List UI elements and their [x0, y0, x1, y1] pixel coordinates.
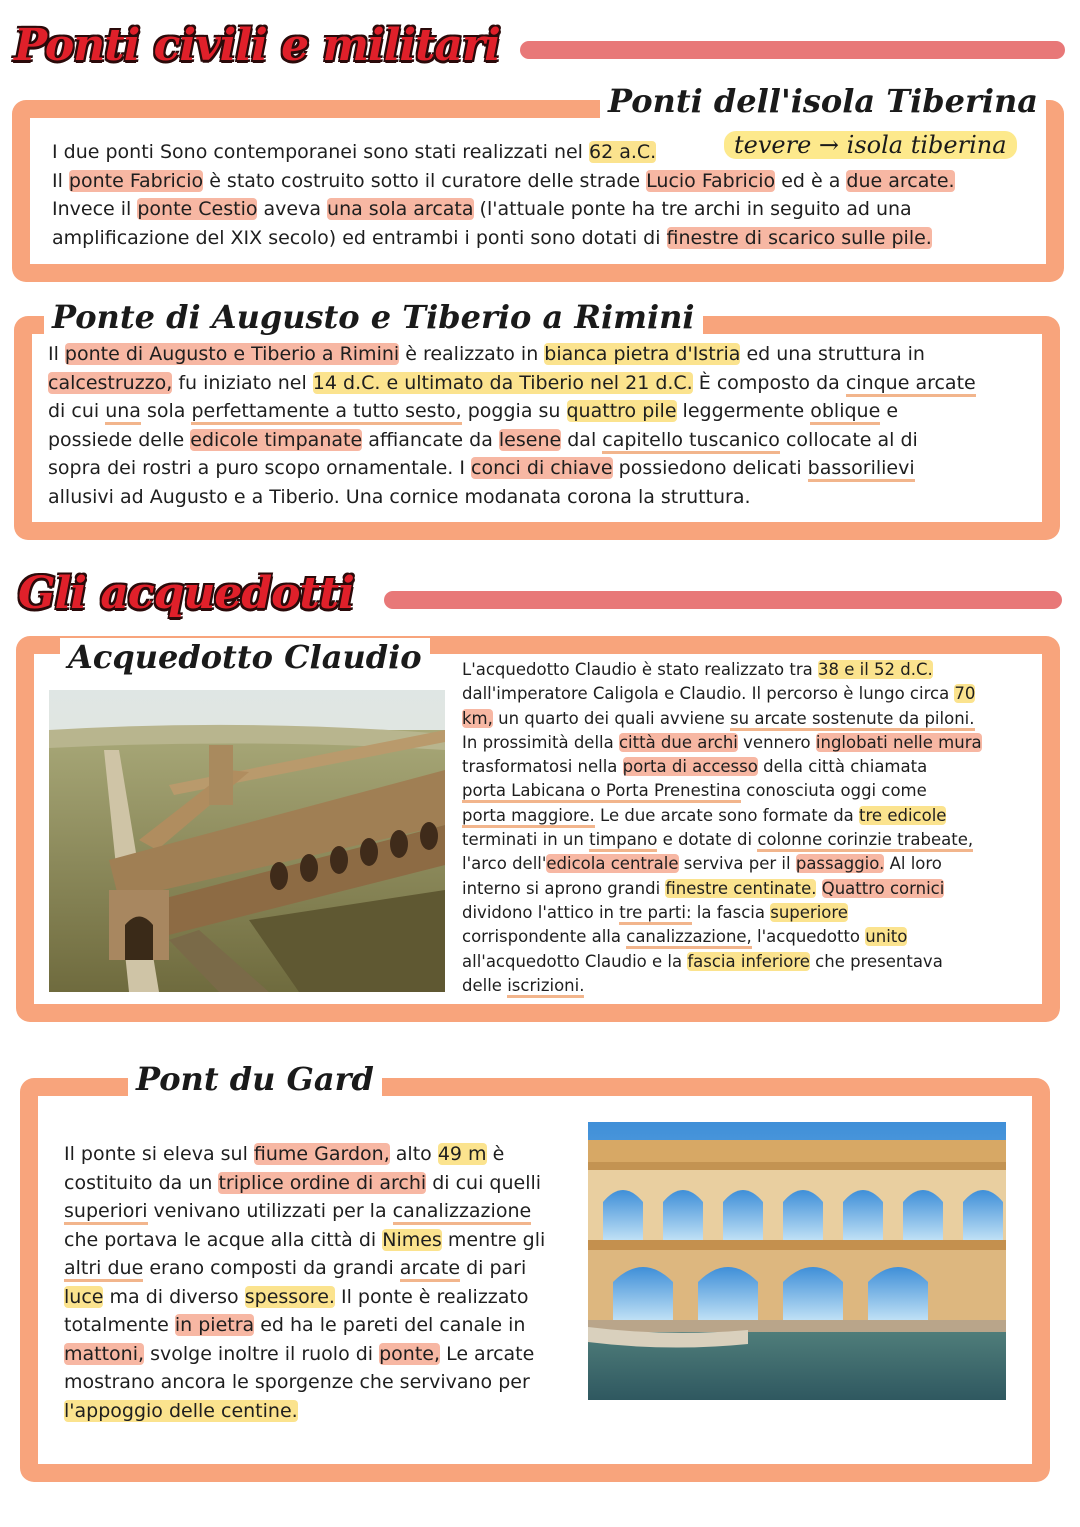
claudio-title: Acquedotto Claudio [60, 638, 430, 676]
tiberina-text: I due ponti Sono contemporanei sono stati realizzati nel 62 a.C. Il ponte Fabricio è stato costruito sotto il curatore delle strade Lucio Fabricio ed è a due arcate. Invece il ponte Cestio aveva una sola arcata (l'attuale ponte ha tre archi in seguito ad una amplificazione del XIX secolo) ed entrambi i ponti sono dotati di finestre di scarico sulle pile. [52, 141, 955, 249]
tiberina-title: Ponti dell'isola Tiberina [600, 82, 1046, 120]
title-rule [520, 41, 1065, 59]
rimini-title: Ponte di Augusto e Tiberio a Rimini [44, 298, 703, 336]
title-rule-2 [384, 591, 1062, 609]
tevere-note: tevere → isola tiberina [724, 131, 1017, 159]
claudio-text: L'acquedotto Claudio è stato realizzato tra 38 e il 52 d.C. dall'imperatore Caligola e Claudio. Il percorso è lungo circa 70 km, un quarto dei quali avviene su arcate sostenute da piloni. In prossimità della città due archi vennero inglobati nelle mura trasformatosi nella porta di accesso della città chiamata porta Labicana o Porta Prenestina conosciuta oggi come porta maggiore. Le due arcate sono formate da tre edicole terminati in un timpano e dotate di colonne corinzie trabeate, l'arco dell'edicola centrale serviva per il passaggio. Al loro interno si aprono grandi finestre centinate. Quattro cornici dividono l'attico in tre parti: la fascia superiore corrispondente alla canalizzazione, l'acquedotto unito all'acquedotto Claudio e la fascia inferiore che presentava delle iscrizioni. [462, 658, 1032, 998]
gard-title: Pont du Gard [128, 1060, 382, 1098]
section-title-acquedotti: Gli acquedotti [18, 568, 354, 619]
pont-du-gard-photo [588, 1122, 1006, 1400]
gard-text: Il ponte si eleva sul fiume Gardon, alto 49 m è costituito da un triplice ordine di archi di cui quelli superiori venivano utilizzati per la canalizzazione che portava le acque alla città di Nimes mentre gli altri due erano composti da grandi arcate di pari luce ma di diverso spessore. Il ponte è realizzato totalmente in pietra ed ha le pareti del canale in mattoni, svolge inoltre il ruolo di ponte, Le arcate mostrano ancora le sporgenze che servivano per l'appoggio delle centine. [64, 1143, 546, 1422]
aqueduct-painting [49, 690, 445, 992]
rimini-text: Il ponte di Augusto e Tiberio a Rimini è realizzato in bianca pietra d'Istria ed una struttura in calcestruzzo, fu iniziato nel 14 d.C. e ultimato da Tiberio nel 21 d.C. È composto da cinque arcate di cui una sola perfettamente a tutto sesto, poggia su quattro pile leggermente oblique e possiede delle edicole timpanate affiancate da lesene dal capitello tuscanico collocate al di sopra dei rostri a puro scopo ornamentale. I conci di chiave possiedono delicati bassorilievi allusivi ad Augusto e a Tiberio. Una cornice modanata corona la struttura. [48, 343, 976, 508]
section-title-ponti: Ponti civili e militari [14, 20, 500, 71]
